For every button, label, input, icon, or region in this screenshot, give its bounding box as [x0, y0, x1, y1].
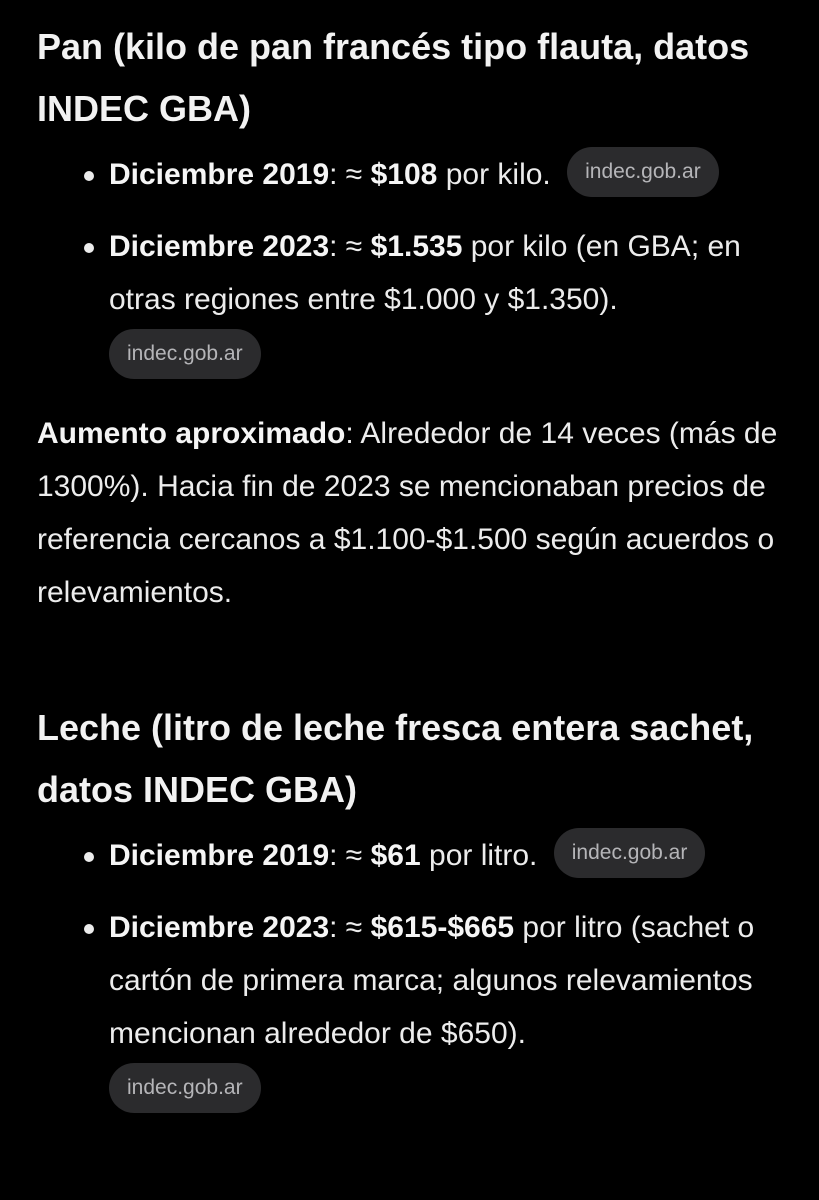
- item-separator: : ≈: [329, 839, 371, 873]
- item-price: $1.535: [370, 230, 463, 264]
- item-text: por litro (sachet o cartón de primera marca; algunos relevamientos mencionan alrededor de $650).: [109, 911, 755, 1051]
- item-separator: : ≈: [329, 230, 371, 264]
- item-price: $108: [370, 158, 438, 191]
- source-citation-pill[interactable]: indec.gob.ar: [109, 329, 261, 379]
- item-price: $61: [370, 839, 421, 873]
- source-citation-pill[interactable]: indec.gob.ar: [109, 1063, 261, 1113]
- source-citation-pill[interactable]: indec.gob.ar: [567, 147, 719, 197]
- item-date-label: Diciembre 2019: [109, 839, 330, 873]
- section-heading-leche: Leche (litro de leche fresca entera sachet, datos INDEC GBA): [37, 707, 754, 811]
- item-date-label: Diciembre 2019: [109, 158, 330, 191]
- price-list-pan: [37, 148, 797, 379]
- list-item: [37, 220, 797, 379]
- item-text: por kilo (en GBA; en otras regiones entre $1.000 y $1.350).: [109, 230, 741, 317]
- summary-paragraph: [37, 407, 797, 619]
- price-list-leche: [37, 829, 797, 1113]
- summary-text: : Alrededor de 14 veces (más de 1300%). Hacia fin de 2023 se mencionaban precios de referencia cercanos a $1.100-$1.500 según acuerdos o relevamientos.: [37, 417, 778, 610]
- section-heading-pan: Pan (kilo de pan francés tipo flauta, datos INDEC GBA): [37, 26, 750, 129]
- item-text: por kilo.: [437, 158, 551, 191]
- item-price: $615-$665: [370, 911, 515, 945]
- item-text: por litro.: [420, 839, 538, 873]
- chat-response: [37, 16, 797, 1132]
- source-citation-pill[interactable]: indec.gob.ar: [554, 828, 706, 878]
- item-date-label: Diciembre 2023: [109, 230, 330, 264]
- list-item: [37, 829, 797, 882]
- item-date-label: Diciembre 2023: [109, 911, 330, 945]
- item-separator: : ≈: [329, 158, 371, 191]
- list-item: [37, 148, 797, 201]
- item-separator: : ≈: [329, 911, 371, 945]
- summary-label: Aumento aproximado: [37, 417, 346, 451]
- list-item: [37, 901, 797, 1113]
